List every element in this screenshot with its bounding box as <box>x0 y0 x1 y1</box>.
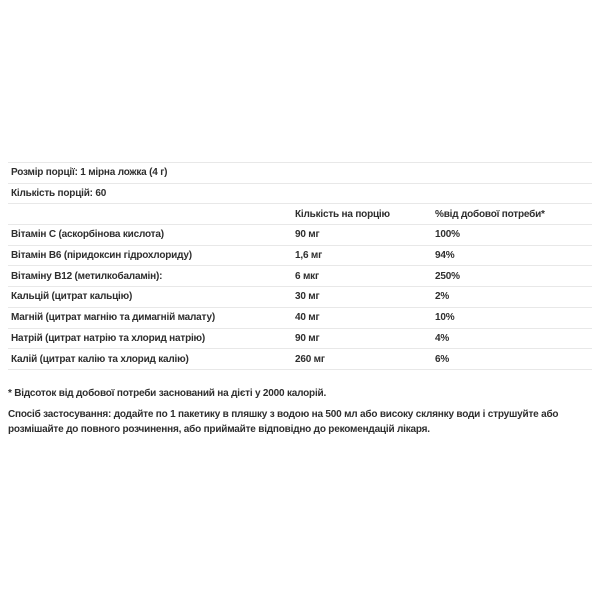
table-row <box>8 329 592 350</box>
nutrient-daily-value: 100% <box>435 229 460 241</box>
table-row <box>8 349 592 370</box>
nutrient-name: Калій (цитрат калію та хлорид калію) <box>11 353 189 365</box>
nutrient-name: Вітамін B6 (піридоксин гідрохлориду) <box>11 250 192 262</box>
nutrient-daily-value: 4% <box>435 332 450 344</box>
nutrient-amount: 30 мг <box>295 291 320 303</box>
table-row <box>8 266 592 287</box>
nutrient-name: Натрій (цитрат натрію та хлорид натрію) <box>11 332 206 344</box>
nutrient-amount: 90 мг <box>295 229 320 241</box>
nutrient-amount: 260 мг <box>295 353 325 365</box>
nutrient-amount: 6 мкг <box>295 270 319 282</box>
usage-directions: Спосіб застосування: додайте по 1 пакетику в пляшку з водою на 500 мл або високу склянку води і струшуйте або розмішайте до повного розчинення, або приймайте відповідно до рекомендацій лікаря. <box>8 409 559 435</box>
servings-count-row <box>8 184 592 205</box>
nutrient-daily-value: 94% <box>435 250 455 262</box>
nutrient-daily-value: 10% <box>435 312 455 324</box>
table-row <box>8 287 592 308</box>
supplement-facts-table <box>8 162 592 370</box>
daily-value-footnote: * Відсоток від добової потреби заснований на дієті у 2000 калорій. <box>8 388 327 399</box>
table-row <box>8 246 592 267</box>
nutrient-name: Кальцій (цитрат кальцію) <box>11 291 133 303</box>
header-amount-per-serving: Кількість на порцію <box>295 208 390 220</box>
nutrient-name: Вітамін C (аскорбінова кислота) <box>11 229 164 241</box>
nutrient-daily-value: 6% <box>435 353 450 365</box>
nutrient-name: Магній (цитрат магнію та димагній малату) <box>11 312 215 324</box>
nutrient-daily-value: 250% <box>435 270 460 282</box>
servings-count-label: Кількість порцій: 60 <box>11 188 107 200</box>
serving-size-row <box>8 163 592 184</box>
nutrient-amount: 40 мг <box>295 312 320 324</box>
nutrient-daily-value: 2% <box>435 291 450 303</box>
nutrient-amount: 1,6 мг <box>295 250 323 262</box>
serving-size-label: Розмір порції: 1 мірна ложка (4 г) <box>11 167 168 179</box>
table-row <box>8 308 592 329</box>
header-daily-value: %від добової потреби* <box>435 208 545 220</box>
nutrient-amount: 90 мг <box>295 332 320 344</box>
nutrient-name: Вітаміну B12 (метилкобаламін): <box>11 270 163 282</box>
table-header-row <box>8 204 592 225</box>
table-row <box>8 225 592 246</box>
